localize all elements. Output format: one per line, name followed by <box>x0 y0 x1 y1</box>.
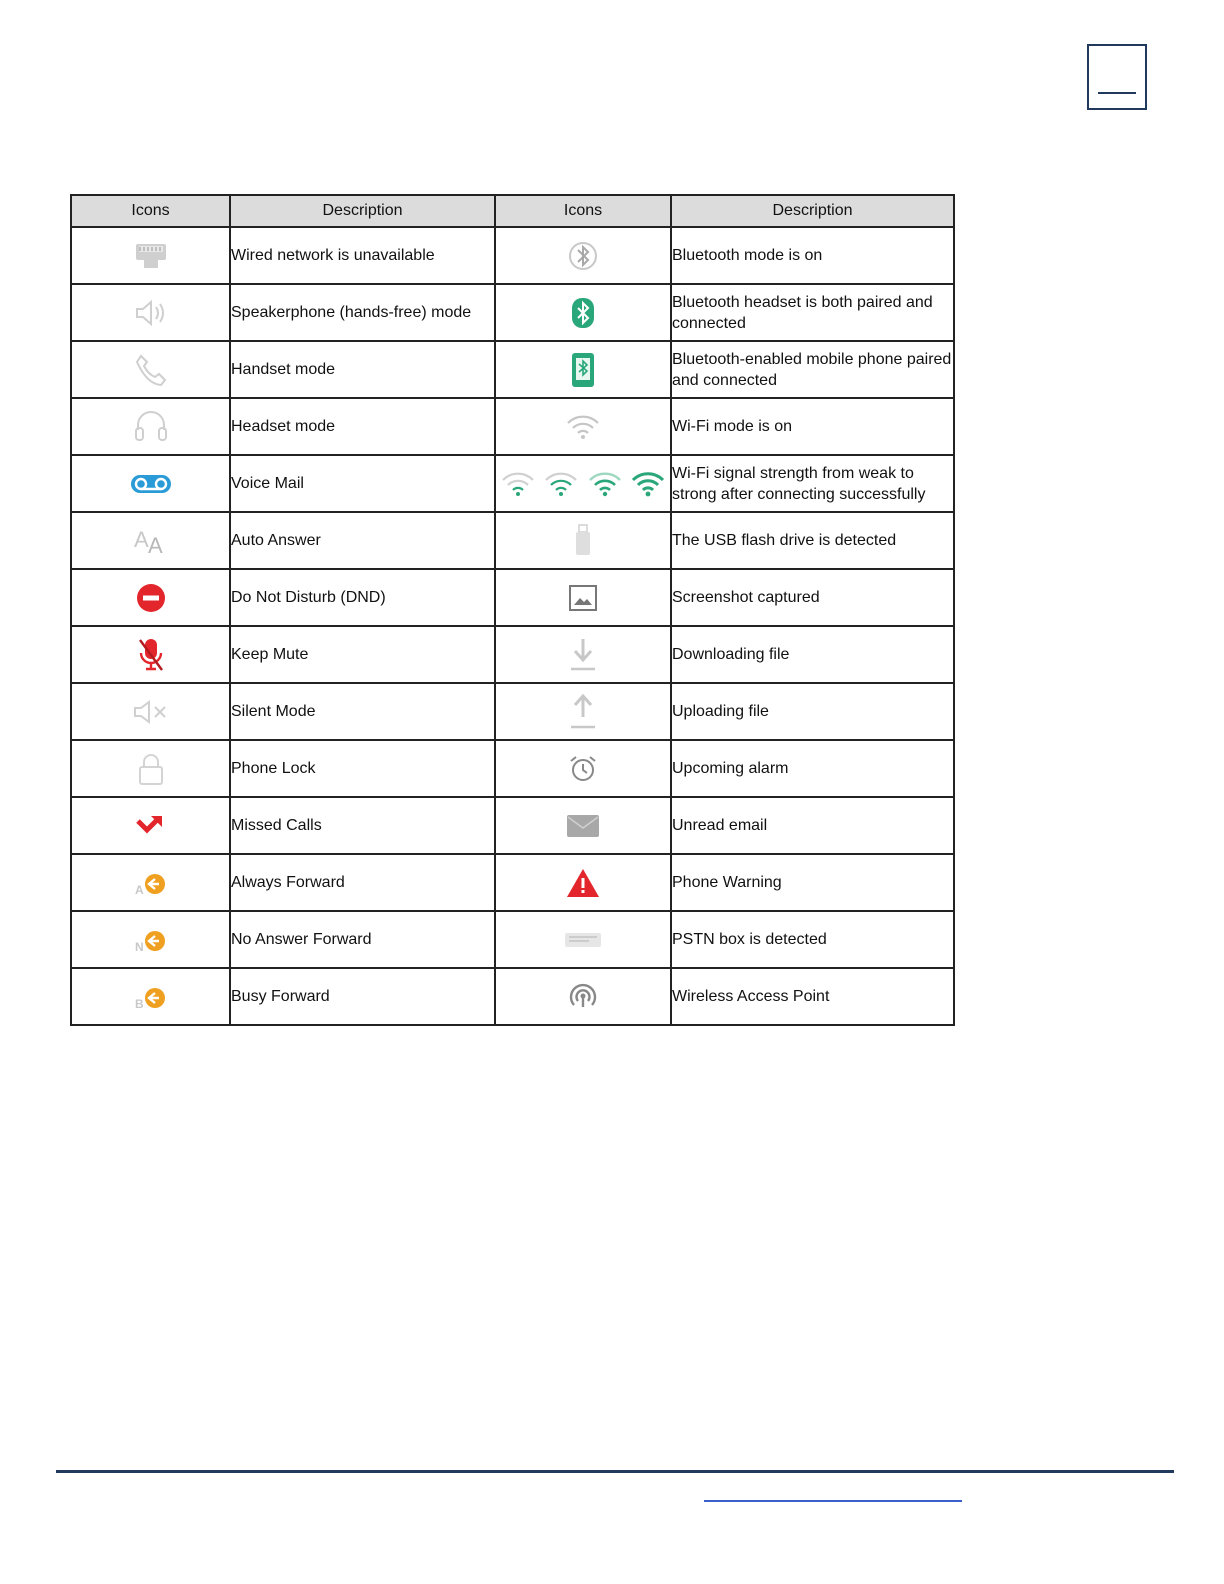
description-silent-mode: Silent Mode <box>230 683 495 740</box>
description-handset: Handset mode <box>230 341 495 398</box>
unread-email-icon <box>565 812 601 840</box>
header-icons-left: Icons <box>71 195 230 227</box>
bluetooth-mobile-icon <box>570 351 596 389</box>
header-icons-right: Icons <box>495 195 671 227</box>
wifi-signal-strength-icons <box>496 469 670 499</box>
wifi-weak-icon <box>500 469 536 499</box>
download-icon <box>568 636 598 674</box>
description-always-forward: Always Forward <box>230 854 495 911</box>
description-wired-network: Wired network is unavailable <box>230 227 495 284</box>
description-bluetooth-mode: Bluetooth mode is on <box>671 227 954 284</box>
svg-text:A: A <box>133 526 149 552</box>
bluetooth-headset-icon <box>570 296 596 330</box>
wifi-fair-icon <box>543 469 579 499</box>
table-row <box>71 911 954 968</box>
table-header-row <box>71 195 954 227</box>
svg-text:N: N <box>134 939 144 954</box>
description-alarm: Upcoming alarm <box>671 740 954 797</box>
missed-calls-icon <box>134 811 168 841</box>
table-row <box>71 740 954 797</box>
description-phone-warning: Phone Warning <box>671 854 954 911</box>
pstn-box-icon <box>563 929 603 951</box>
footer-link-underline[interactable] <box>704 1500 962 1502</box>
description-busy-forward: Busy Forward <box>230 968 495 1025</box>
footer-divider <box>56 1470 1174 1473</box>
svg-text:A: A <box>134 882 144 897</box>
table-row <box>71 284 954 341</box>
no-answer-forward-icon <box>133 925 169 955</box>
table-row <box>71 512 954 569</box>
table-row <box>71 968 954 1025</box>
svg-text:B: B <box>134 996 144 1011</box>
table-row <box>71 797 954 854</box>
table-row <box>71 341 954 398</box>
description-speakerphone: Speakerphone (hands-free) mode <box>230 284 495 341</box>
table-row <box>71 455 954 512</box>
description-keep-mute: Keep Mute <box>230 626 495 683</box>
header-description-right: Description <box>671 195 954 227</box>
auto-answer-icon <box>132 525 170 557</box>
page-number-underline <box>1098 92 1136 94</box>
description-headset: Headset mode <box>230 398 495 455</box>
description-wireless-ap: Wireless Access Point <box>671 968 954 1025</box>
page-number-box <box>1087 44 1147 110</box>
description-bluetooth-mobile: Bluetooth-enabled mobile phone paired and connected <box>671 341 954 398</box>
table-row <box>71 683 954 740</box>
wifi-icon <box>565 412 601 442</box>
description-upload: Uploading file <box>671 683 954 740</box>
wireless-access-point-icon <box>565 979 601 1015</box>
keep-mute-icon <box>136 636 166 674</box>
speakerphone-icon <box>131 297 171 329</box>
upload-icon <box>568 692 598 732</box>
headset-icon <box>133 408 169 446</box>
description-usb: The USB flash drive is detected <box>671 512 954 569</box>
description-voicemail: Voice Mail <box>230 455 495 512</box>
voicemail-icon <box>129 472 173 496</box>
do-not-disturb-icon <box>135 582 167 614</box>
description-wifi-mode: Wi-Fi mode is on <box>671 398 954 455</box>
svg-text:A: A <box>147 532 163 557</box>
table-row <box>71 626 954 683</box>
header-description-left: Description <box>230 195 495 227</box>
busy-forward-icon <box>133 982 169 1012</box>
description-download: Downloading file <box>671 626 954 683</box>
description-dnd: Do Not Disturb (DND) <box>230 569 495 626</box>
phone-warning-icon <box>565 867 601 899</box>
usb-flash-drive-icon <box>573 523 593 559</box>
handset-icon <box>133 352 169 388</box>
description-auto-answer: Auto Answer <box>230 512 495 569</box>
alarm-icon <box>568 754 598 784</box>
description-bluetooth-headset: Bluetooth headset is both paired and connected <box>671 284 954 341</box>
phone-lock-icon <box>136 751 166 787</box>
wifi-strong-icon <box>630 469 666 499</box>
wifi-good-icon <box>587 469 623 499</box>
description-no-answer-forward: No Answer Forward <box>230 911 495 968</box>
table-row <box>71 569 954 626</box>
table-row <box>71 854 954 911</box>
screenshot-icon <box>568 584 598 612</box>
icon-description-table <box>70 194 955 1026</box>
table-row <box>71 398 954 455</box>
description-missed-calls: Missed Calls <box>230 797 495 854</box>
table-row <box>71 227 954 284</box>
description-unread-email: Unread email <box>671 797 954 854</box>
description-wifi-signal: Wi-Fi signal strength from weak to strong after connecting successfully <box>671 455 954 512</box>
silent-mode-icon <box>131 698 171 726</box>
description-phone-lock: Phone Lock <box>230 740 495 797</box>
bluetooth-icon <box>568 238 598 274</box>
ethernet-unavailable-icon <box>133 240 169 272</box>
description-pstn-box: PSTN box is detected <box>671 911 954 968</box>
always-forward-icon <box>133 868 169 898</box>
description-screenshot: Screenshot captured <box>671 569 954 626</box>
